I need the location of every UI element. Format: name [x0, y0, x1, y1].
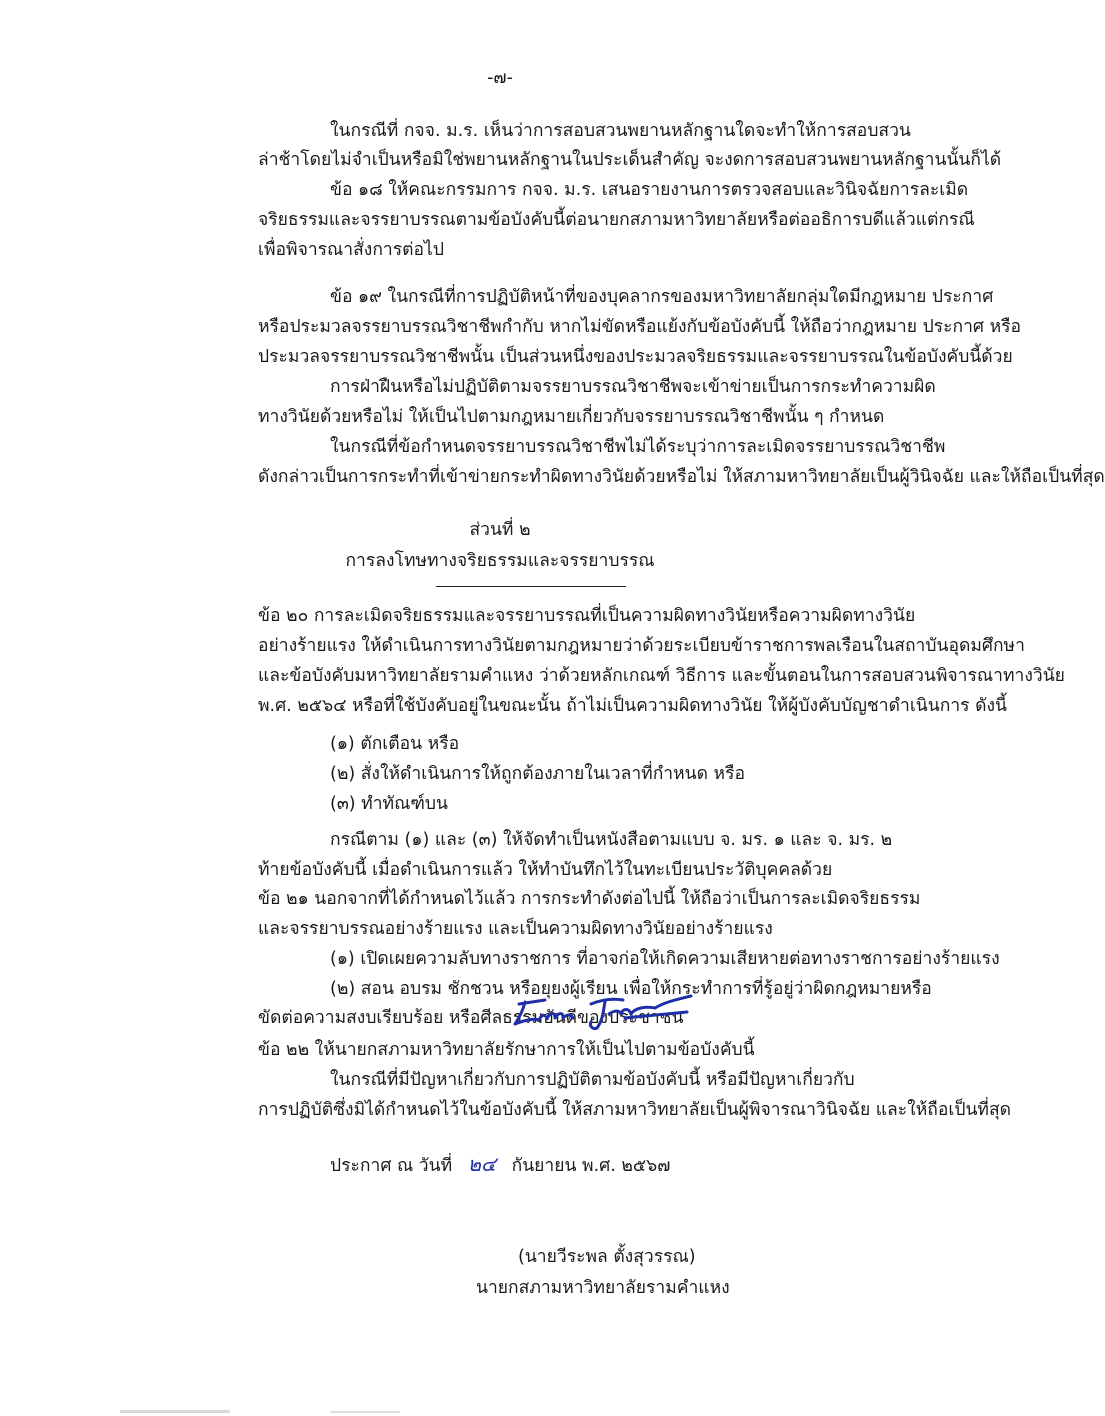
- signatory-name: (นายวีระพล ตั้งสุวรรณ): [518, 1247, 696, 1267]
- list-item: (๓) ทำทัณฑ์บน: [330, 794, 448, 814]
- announcement-prefix: ประกาศ ณ วันที่: [330, 1156, 453, 1176]
- text-line: ในกรณีที่ข้อกำหนดจรรยาบรรณวิชาชีพไม่ได้ระบุว่าการละเมิดจรรยาบรรณวิชาชีพ: [330, 437, 946, 457]
- text-line: ข้อ ๒๒ ให้นายกสภามหาวิทยาลัยรักษาการให้เป็นไปตามข้อบังคับนี้: [258, 1040, 755, 1060]
- scan-artifact: [120, 1410, 230, 1413]
- text-line: ข้อ ๑๙ ในกรณีที่การปฏิบัติหน้าที่ของบุคลากรของมหาวิทยาลัยกลุ่มใดมีกฎหมาย ประกาศ: [330, 287, 994, 307]
- list-item: (๑) เปิดเผยความลับทางราชการ ที่อาจก่อให้เกิดความเสียหายต่อทางราชการอย่างร้ายแรง: [330, 949, 1000, 969]
- text-line: ข้อ ๑๘ ให้คณะกรรมการ กจจ. ม.ร. เสนอรายงานการตรวจสอบและวินิจฉัยการละเมิด: [330, 180, 969, 200]
- text-line: ข้อ ๒๐ การละเมิดจริยธรรมและจรรยาบรรณที่เป็นความผิดทางวินัยหรือความผิดทางวินัย: [258, 606, 916, 626]
- text-line: ทางวินัยด้วยหรือไม่ ให้เป็นไปตามกฎหมายเกี่ยวกับจรรยาบรรณวิชาชีพนั้น ๆ กำหนด: [258, 407, 885, 427]
- text-line: ท้ายข้อบังคับนี้ เมื่อดำเนินการแล้ว ให้ทำบันทึกไว้ในทะเบียนประวัติบุคคลด้วย: [258, 860, 833, 880]
- section-subheading: การลงโทษทางจริยธรรมและจรรยาบรรณ: [345, 551, 655, 571]
- list-item: (๒) สั่งให้ดำเนินการให้ถูกต้องภายในเวลาที่กำหนด หรือ: [330, 764, 745, 784]
- text-line: ดังกล่าวเป็นการกระทำที่เข้าข่ายกระทำผิดทางวินัยด้วยหรือไม่ ให้สภามหาวิทยาลัยเป็นผู้วินิจฉัย และให้ถือเป็นที่สุด: [258, 467, 1105, 487]
- list-item: (๒) สอน อบรม ชักชวน หรือยุยงผู้เรียน เพื่อให้กระทำการที่รู้อยู่ว่าผิดกฎหมายหรือ: [330, 979, 932, 999]
- text-line: อย่างร้ายแรง ให้ดำเนินการทางวินัยตามกฎหมายว่าด้วยระเบียบข้าราชการพลเรือนในสถาบันอุดมศึกษา: [258, 636, 1025, 656]
- text-line: เพื่อพิจารณาสั่งการต่อไป: [258, 240, 444, 260]
- text-line: ล่าช้าโดยไม่จำเป็นหรือมิใช่พยานหลักฐานในประเด็นสำคัญ จะงดการสอบสวนพยานหลักฐานนั้นก็ได้: [258, 150, 1002, 170]
- text-line: กรณีตาม (๑) และ (๓) ให้จัดทำเป็นหนังสือตามแบบ จ. มร. ๑ และ จ. มร. ๒: [330, 830, 893, 850]
- scan-artifact: [330, 1411, 400, 1413]
- signatory-title: นายกสภามหาวิทยาลัยรามคำแหง: [476, 1278, 730, 1298]
- text-line: การฝ่าฝืนหรือไม่ปฏิบัติตามจรรยาบรรณวิชาชีพจะเข้าข่ายเป็นการกระทำความผิด: [330, 377, 936, 397]
- list-item: (๑) ตักเตือน หรือ: [330, 734, 460, 754]
- text-line: ขัดต่อความสงบเรียบร้อย หรือศีลธรรมอันดีของประชาชน: [258, 1008, 684, 1028]
- text-line: และข้อบังคับมหาวิทยาลัยรามคำแหง ว่าด้วยหลักเกณฑ์ วิธีการ และขั้นตอนในการสอบสวนพิจารณาทางวินัย: [258, 666, 1065, 686]
- text-line: ในกรณีที่มีปัญหาเกี่ยวกับการปฏิบัติตามข้อบังคับนี้ หรือมีปัญหาเกี่ยวกับ: [330, 1070, 855, 1090]
- text-line: การปฏิบัติซึ่งมิได้กำหนดไว้ในข้อบังคับนี้ ให้สภามหาวิทยาลัยเป็นผู้พิจารณาวินิจฉัย และให้ถือเป็นที่สุด: [258, 1100, 1011, 1120]
- text-line: จริยธรรมและจรรยาบรรณตามข้อบังคับนี้ต่อนายกสภามหาวิทยาลัยหรือต่ออธิการบดีแล้วแต่กรณี: [258, 210, 975, 230]
- signature: [505, 990, 705, 1034]
- announcement-date: [330, 1150, 670, 1178]
- handwritten-day: ๒๔: [467, 1152, 497, 1176]
- text-line: หรือประมวลจรรยาบรรณวิชาชีพกำกับ หากไม่ขัดหรือแย้งกับข้อบังคับนี้ ให้ถือว่ากฎหมาย ประกาศ หรือ: [258, 317, 1022, 337]
- page-number: -๗-: [487, 68, 513, 88]
- section-heading: ส่วนที่ ๒: [469, 520, 531, 540]
- section-divider: [436, 586, 626, 587]
- text-line: ประมวลจรรยาบรรณวิชาชีพนั้น เป็นส่วนหนึ่งของประมวลจริยธรรมและจรรยาบรรณในข้อบังคับนี้ด้วย: [258, 347, 1013, 367]
- text-line: พ.ศ. ๒๕๖๔ หรือที่ใช้บังคับอยู่ในขณะนั้น ถ้าไม่เป็นความผิดทางวินัย ให้ผู้บังคับบัญชาดำเนินการ ดังนี้: [258, 696, 1007, 716]
- text-line: ข้อ ๒๑ นอกจากที่ได้กำหนดไว้แล้ว การกระทำดังต่อไปนี้ ให้ถือว่าเป็นการละเมิดจริยธรรม: [258, 889, 921, 909]
- text-line: ในกรณีที่ กจจ. ม.ร. เห็นว่าการสอบสวนพยานหลักฐานใดจะทำให้การสอบสวน: [330, 121, 911, 141]
- announcement-suffix: กันยายน พ.ศ. ๒๕๖๗: [511, 1156, 671, 1176]
- text-line: และจรรยาบรรณอย่างร้ายแรง และเป็นความผิดทางวินัยอย่างร้ายแรง: [258, 919, 773, 939]
